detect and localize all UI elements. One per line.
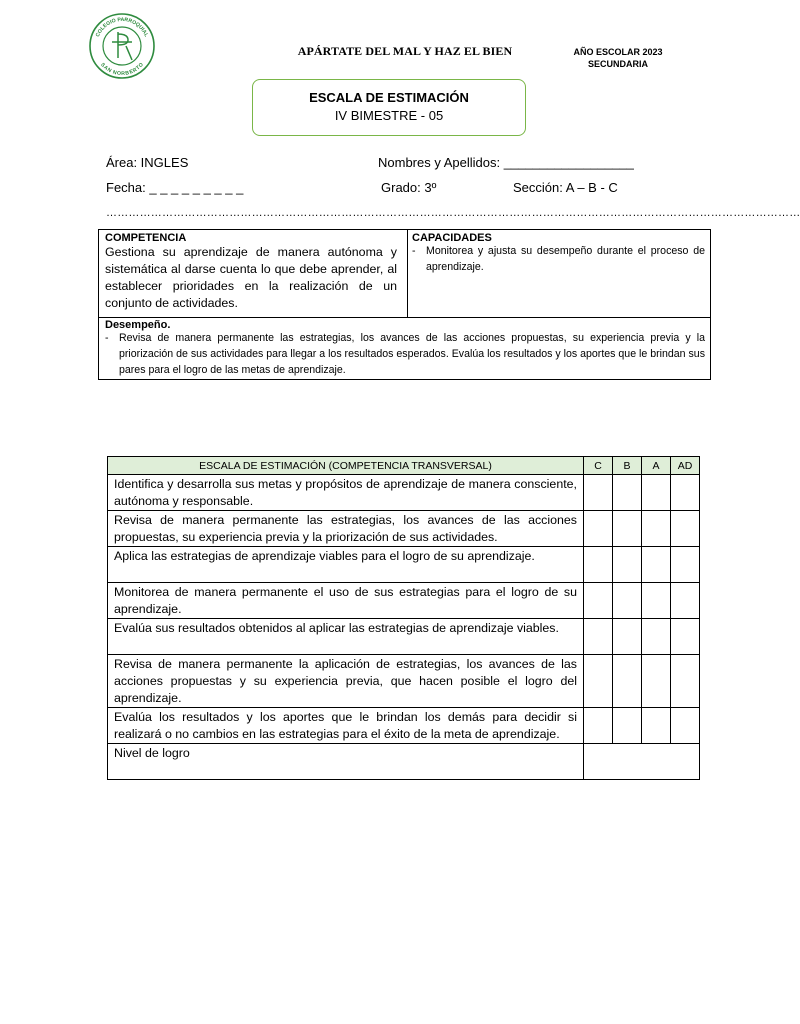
rating-cell-b[interactable] [613, 475, 642, 511]
table-row [108, 583, 700, 619]
section-field: Sección: A – B - C [513, 180, 618, 195]
estimation-scale-table [107, 456, 700, 780]
criterion-text: Evalúa sus resultados obtenidos al aplicar las estrategias de aprendizaje viables. [108, 619, 584, 655]
desempeno-text: Revisa de manera permanente las estrategias, los avances de las acciones propuestas, su experiencia previa y la priorización de sus actividades para llegar a los resultados esperados. Evalúa los resultados y los aportes que le brindan sus pares para el logro de las metas de aprendizaje. [119, 332, 705, 376]
competencia-cell [105, 232, 397, 312]
table-row [108, 619, 700, 655]
desempeno-item [105, 331, 705, 378]
logo-text-bottom: SAN NORBERTO [99, 61, 145, 78]
school-level: SECUNDARIA [587, 59, 648, 69]
rating-cell-c[interactable] [584, 547, 613, 583]
table-row [108, 708, 700, 744]
capacidades-item [412, 244, 705, 276]
table-header-row [108, 457, 700, 475]
rating-cell-c[interactable] [584, 708, 613, 744]
rating-cell-a[interactable] [642, 511, 671, 547]
rating-cell-ad[interactable] [671, 547, 700, 583]
rating-cell-a[interactable] [642, 619, 671, 655]
rating-cell-ad[interactable] [671, 475, 700, 511]
criterion-text: Monitorea de manera permanente el uso de sus estrategias para el logro de su aprendizaje. [108, 583, 584, 619]
table-header-title: ESCALA DE ESTIMACIÓN (COMPETENCIA TRANSVERSAL) [108, 457, 584, 475]
name-field: Nombres y Apellidos: __________________ [378, 155, 634, 170]
school-logo [88, 12, 156, 80]
achievement-level-label: Nivel de logro [108, 744, 584, 780]
criterion-text: Evalúa los resultados y los aportes que le brindan los demás para decidir si realizará o no cambios en las estrategias para el éxito de la meta de aprendizaje. [108, 708, 584, 744]
column-header-c: C [584, 457, 613, 475]
rating-cell-ad[interactable] [671, 708, 700, 744]
criterion-text: Aplica las estrategias de aprendizaje viables para el logro de su aprendizaje. [108, 547, 584, 583]
rating-cell-b[interactable] [613, 655, 642, 708]
capacidades-cell [412, 232, 705, 276]
criterion-text: Revisa de manera permanente las estrategias, los avances de las acciones propuestas, su experiencia previa y la priorización de sus actividades. [108, 511, 584, 547]
date-field: Fecha: _ _ _ _ _ _ _ _ _ [106, 180, 244, 195]
rating-cell-c[interactable] [584, 511, 613, 547]
rating-cell-c[interactable] [584, 655, 613, 708]
rating-cell-c[interactable] [584, 619, 613, 655]
column-header-b: B [613, 457, 642, 475]
competencia-text: Gestiona su aprendizaje de manera autónoma y sistemática al darse cuenta lo que debe aprender, al establecer prioridades en la realización de un conjunto de actividades. [105, 245, 397, 310]
table-footer-row [108, 744, 700, 780]
rating-cell-b[interactable] [613, 511, 642, 547]
capacidad-text: Monitorea y ajusta su desempeño durante el proceso de aprendizaje. [426, 245, 705, 273]
rating-cell-a[interactable] [642, 547, 671, 583]
rating-cell-c[interactable] [584, 475, 613, 511]
rating-cell-b[interactable] [613, 619, 642, 655]
table-row [108, 475, 700, 511]
column-divider [407, 230, 408, 317]
competency-box [98, 229, 711, 380]
rating-cell-c[interactable] [584, 583, 613, 619]
document-title: ESCALA DE ESTIMACIÓN [309, 90, 469, 105]
desempeno-cell [105, 319, 705, 378]
criterion-text: Identifica y desarrolla sus metas y propósitos de aprendizaje de manera consciente, autónoma y responsable. [108, 475, 584, 511]
rating-cell-b[interactable] [613, 547, 642, 583]
rating-cell-a[interactable] [642, 708, 671, 744]
grade-field: Grado: 3º [381, 180, 437, 195]
school-motto: APÁRTATE DEL MAL Y HAZ EL BIEN [297, 44, 513, 58]
table-row [108, 655, 700, 708]
table-row [108, 511, 700, 547]
rating-cell-ad[interactable] [671, 511, 700, 547]
dotted-separator: …………………………………………………………………………………………………………………………………………………………………… [106, 207, 800, 219]
rating-cell-b[interactable] [613, 583, 642, 619]
achievement-level-cell[interactable] [584, 744, 700, 780]
svg-text:SAN NORBERTO [99, 62, 145, 77]
area-field: Área: INGLES [106, 155, 189, 170]
list-dash: - [105, 332, 109, 344]
desempeno-label: Desempeño. [105, 319, 171, 331]
rating-cell-a[interactable] [642, 475, 671, 511]
column-header-a: A [642, 457, 671, 475]
rating-cell-ad[interactable] [671, 619, 700, 655]
criterion-text: Revisa de manera permanente la aplicación de estrategias, los avances de las acciones propuestas y su experiencia previa, que hacen posible el logro del aprendizaje. [108, 655, 584, 708]
column-header-ad: AD [671, 457, 700, 475]
capacidades-label: CAPACIDADES [412, 232, 492, 244]
row-divider [99, 317, 710, 318]
rating-cell-a[interactable] [642, 655, 671, 708]
school-year: AÑO ESCOLAR 2023 [573, 47, 663, 57]
logo-text-top: COLEGIO PARROQUIAL [94, 16, 150, 38]
rating-cell-ad[interactable] [671, 583, 700, 619]
document-subtitle: IV BIMESTRE - 05 [334, 108, 444, 123]
school-year-block [568, 46, 668, 70]
rating-cell-a[interactable] [642, 583, 671, 619]
rating-cell-b[interactable] [613, 708, 642, 744]
list-dash: - [412, 245, 416, 257]
table-row [108, 547, 700, 583]
title-box [252, 79, 526, 136]
competencia-label: COMPETENCIA [105, 232, 187, 244]
rating-cell-ad[interactable] [671, 655, 700, 708]
